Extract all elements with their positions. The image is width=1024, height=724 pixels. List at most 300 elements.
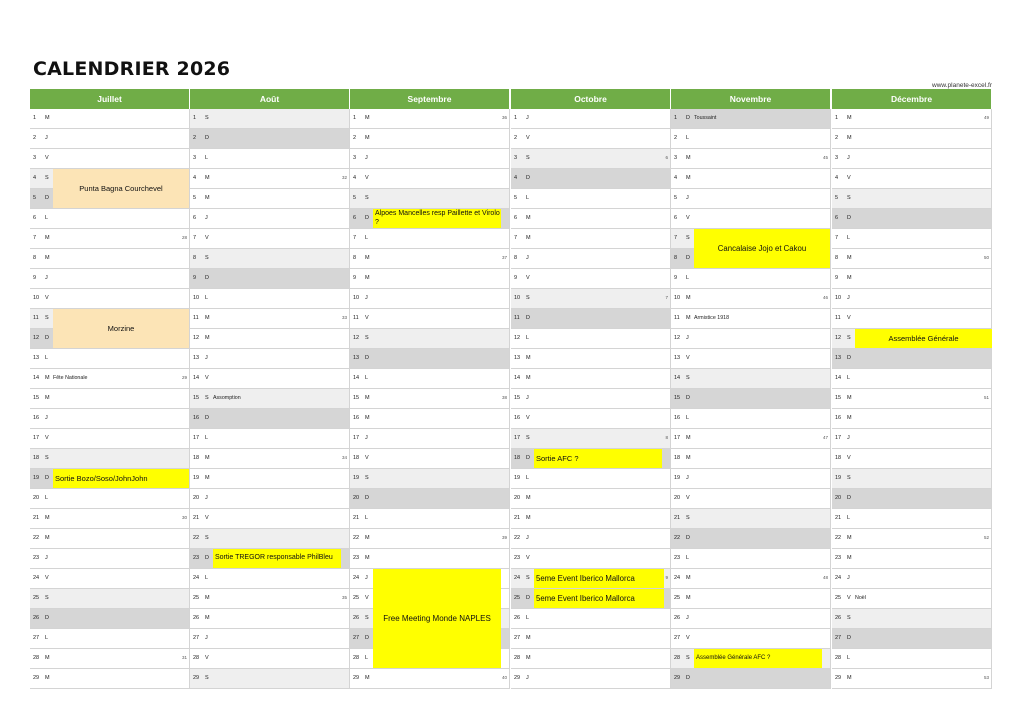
- day-row[interactable]: [350, 169, 510, 189]
- weekday-letter: M: [45, 515, 50, 521]
- week-number: 29: [181, 375, 187, 380]
- day-number: 24: [514, 575, 521, 581]
- day-row[interactable]: [30, 509, 190, 529]
- day-row[interactable]: [30, 549, 190, 569]
- day-row[interactable]: [511, 529, 671, 549]
- day-row[interactable]: [190, 249, 350, 269]
- day-row[interactable]: [350, 669, 510, 689]
- day-row[interactable]: [30, 369, 190, 389]
- day-row[interactable]: [350, 509, 510, 529]
- day-row[interactable]: [190, 289, 350, 309]
- day-number: 24: [33, 575, 40, 581]
- weekday-letter: M: [365, 275, 370, 281]
- day-row[interactable]: [190, 269, 350, 289]
- day-number: 21: [353, 515, 360, 521]
- day-row[interactable]: [671, 429, 831, 449]
- day-row[interactable]: [511, 229, 671, 249]
- day-number: 27: [33, 635, 40, 641]
- week-number: 35: [341, 595, 347, 600]
- day-row[interactable]: [350, 329, 510, 349]
- day-row[interactable]: [671, 169, 831, 189]
- day-row[interactable]: [30, 289, 190, 309]
- day-number: 1: [835, 115, 839, 121]
- day-number: 22: [353, 535, 360, 541]
- event-label: Sortie TREGOR responsable PhilBleu: [215, 554, 333, 562]
- day-number: 27: [514, 635, 521, 641]
- day-row[interactable]: [671, 489, 831, 509]
- event-label: 5eme Event Iberico Mallorca: [536, 593, 635, 603]
- weekday-letter: L: [365, 235, 369, 241]
- weekday-letter: M: [205, 195, 210, 201]
- day-row[interactable]: [832, 349, 992, 369]
- day-row[interactable]: [30, 529, 190, 549]
- day-row[interactable]: [671, 369, 831, 389]
- day-row[interactable]: [350, 149, 510, 169]
- day-number: 15: [353, 395, 360, 401]
- day-row[interactable]: [832, 589, 992, 609]
- month-header: Décembre: [832, 89, 991, 109]
- day-row[interactable]: [190, 349, 350, 369]
- week-number: 49: [983, 115, 989, 120]
- day-row[interactable]: [832, 609, 992, 629]
- day-row[interactable]: [671, 469, 831, 489]
- day-number: 14: [193, 375, 200, 381]
- day-row[interactable]: [30, 229, 190, 249]
- day-row[interactable]: [832, 649, 992, 669]
- day-row[interactable]: [671, 209, 831, 229]
- day-number: 4: [514, 175, 518, 181]
- weekday-letter: M: [365, 255, 370, 261]
- day-number: 18: [193, 455, 200, 461]
- day-number: 12: [33, 335, 40, 341]
- day-row[interactable]: [511, 249, 671, 269]
- day-row[interactable]: [190, 489, 350, 509]
- day-number: 20: [835, 495, 842, 501]
- week-number: 40: [501, 675, 507, 680]
- day-number: 20: [353, 495, 360, 501]
- day-number: 27: [193, 635, 200, 641]
- day-row[interactable]: [671, 409, 831, 429]
- day-row[interactable]: [511, 309, 671, 329]
- weekday-letter: L: [365, 655, 369, 661]
- weekday-letter: S: [686, 655, 690, 661]
- day-row[interactable]: [350, 129, 510, 149]
- day-row[interactable]: [30, 589, 190, 609]
- day-row[interactable]: [671, 629, 831, 649]
- day-row[interactable]: [832, 229, 992, 249]
- day-row[interactable]: [671, 349, 831, 369]
- day-row[interactable]: [30, 669, 190, 689]
- day-number: 10: [353, 295, 360, 301]
- day-number: 26: [514, 615, 521, 621]
- weekday-letter: M: [205, 335, 210, 341]
- event-label: Free Meeting Monde NAPLES: [383, 613, 491, 623]
- day-row[interactable]: [511, 549, 671, 569]
- day-row[interactable]: [30, 409, 190, 429]
- day-row[interactable]: [190, 309, 350, 329]
- day-row[interactable]: [671, 669, 831, 689]
- day-number: 3: [835, 155, 839, 161]
- day-row[interactable]: [511, 509, 671, 529]
- weekday-letter: M: [686, 435, 691, 441]
- day-row[interactable]: [832, 389, 992, 409]
- day-row[interactable]: [832, 569, 992, 589]
- day-row[interactable]: [190, 569, 350, 589]
- day-row[interactable]: [30, 429, 190, 449]
- week-number: 52: [983, 535, 989, 540]
- day-row[interactable]: [350, 109, 510, 129]
- weekday-letter: M: [526, 215, 531, 221]
- event-label: Sortie Bozo/Soso/JohnJohn: [55, 473, 148, 483]
- weekday-letter: M: [847, 255, 852, 261]
- day-row[interactable]: [832, 129, 992, 149]
- day-row[interactable]: [190, 529, 350, 549]
- day-number: 14: [674, 375, 681, 381]
- day-number: 29: [353, 675, 360, 681]
- weekday-letter: M: [205, 455, 210, 461]
- day-row[interactable]: [350, 389, 510, 409]
- day-number: 7: [514, 235, 518, 241]
- event-label: Morzine: [107, 323, 135, 333]
- day-row[interactable]: [832, 429, 992, 449]
- day-number: 23: [835, 555, 842, 561]
- day-number: 7: [835, 235, 839, 241]
- day-row[interactable]: [30, 149, 190, 169]
- day-row[interactable]: [832, 209, 992, 229]
- weekday-letter: M: [526, 635, 531, 641]
- day-number: 2: [835, 135, 839, 141]
- weekday-letter: V: [205, 515, 209, 521]
- day-row[interactable]: [190, 449, 350, 469]
- week-number: 37: [501, 255, 507, 260]
- week-number: 47: [822, 435, 828, 440]
- weekday-letter: V: [205, 235, 209, 241]
- day-row[interactable]: [30, 609, 190, 629]
- day-row[interactable]: [511, 369, 671, 389]
- day-row[interactable]: [671, 129, 831, 149]
- day-number: 28: [353, 655, 360, 661]
- day-number: 23: [33, 555, 40, 561]
- day-number: 27: [674, 635, 681, 641]
- day-row[interactable]: [30, 489, 190, 509]
- day-row[interactable]: [832, 289, 992, 309]
- day-row[interactable]: [671, 329, 831, 349]
- weekday-letter: V: [205, 655, 209, 661]
- day-row[interactable]: [190, 669, 350, 689]
- day-row[interactable]: [511, 649, 671, 669]
- event-block[interactable]: [534, 589, 664, 608]
- day-row[interactable]: [671, 509, 831, 529]
- weekday-letter: J: [205, 495, 208, 501]
- day-number: 2: [33, 135, 37, 141]
- day-row[interactable]: [190, 469, 350, 489]
- day-row[interactable]: [350, 349, 510, 369]
- day-row[interactable]: [832, 549, 992, 569]
- day-row[interactable]: [671, 529, 831, 549]
- day-number: 4: [674, 175, 678, 181]
- day-row[interactable]: [350, 429, 510, 449]
- weekday-letter: D: [526, 595, 530, 601]
- day-row[interactable]: [671, 589, 831, 609]
- day-row[interactable]: [30, 569, 190, 589]
- day-row[interactable]: [511, 629, 671, 649]
- weekday-letter: S: [847, 615, 851, 621]
- day-row[interactable]: [30, 649, 190, 669]
- month-header: Novembre: [671, 89, 830, 109]
- day-row[interactable]: [832, 669, 992, 689]
- day-row[interactable]: [350, 289, 510, 309]
- day-number: 23: [193, 555, 200, 561]
- weekday-letter: V: [365, 455, 369, 461]
- day-row[interactable]: [671, 309, 831, 329]
- weekday-letter: D: [686, 535, 690, 541]
- day-row[interactable]: [190, 429, 350, 449]
- day-row[interactable]: [511, 109, 671, 129]
- day-row[interactable]: [30, 389, 190, 409]
- day-row[interactable]: [190, 589, 350, 609]
- weekday-letter: J: [45, 415, 48, 421]
- day-row[interactable]: [832, 309, 992, 329]
- week-number: 38: [501, 395, 507, 400]
- day-row[interactable]: [832, 529, 992, 549]
- day-row[interactable]: [350, 249, 510, 269]
- day-row[interactable]: [511, 669, 671, 689]
- event-block[interactable]: [694, 229, 830, 268]
- weekday-letter: D: [205, 555, 209, 561]
- week-number: 9: [665, 575, 668, 580]
- day-row[interactable]: [511, 389, 671, 409]
- page-title: CALENDRIER 2026: [33, 58, 231, 80]
- day-row[interactable]: [832, 169, 992, 189]
- day-row[interactable]: [190, 509, 350, 529]
- day-number: 2: [353, 135, 357, 141]
- weekday-letter: J: [205, 635, 208, 641]
- weekday-letter: M: [686, 315, 691, 321]
- day-row[interactable]: [671, 109, 831, 129]
- day-row[interactable]: [511, 289, 671, 309]
- day-row[interactable]: [190, 609, 350, 629]
- weekday-letter: M: [365, 395, 370, 401]
- day-row[interactable]: [30, 109, 190, 129]
- weekday-letter: V: [686, 495, 690, 501]
- day-row[interactable]: [832, 149, 992, 169]
- weekday-letter: M: [526, 655, 531, 661]
- day-row[interactable]: [511, 429, 671, 449]
- event-label: Cancalaise Jojo et Cakou: [717, 243, 807, 253]
- day-number: 16: [33, 415, 40, 421]
- day-number: 13: [674, 355, 681, 361]
- day-row[interactable]: [30, 249, 190, 269]
- day-row[interactable]: [190, 149, 350, 169]
- day-row[interactable]: [350, 369, 510, 389]
- weekday-letter: M: [365, 135, 370, 141]
- day-number: 1: [193, 115, 197, 121]
- day-row[interactable]: [511, 409, 671, 429]
- day-number: 24: [193, 575, 200, 581]
- day-row[interactable]: [30, 349, 190, 369]
- day-row[interactable]: [671, 189, 831, 209]
- day-number: 3: [33, 155, 37, 161]
- day-row[interactable]: [190, 329, 350, 349]
- weekday-letter: M: [45, 535, 50, 541]
- day-row[interactable]: [350, 549, 510, 569]
- day-number: 3: [674, 155, 678, 161]
- event-block[interactable]: [53, 169, 189, 208]
- day-row[interactable]: [190, 409, 350, 429]
- weekday-letter: J: [847, 575, 850, 581]
- day-row[interactable]: [511, 489, 671, 509]
- day-row[interactable]: [671, 269, 831, 289]
- weekday-letter: M: [365, 535, 370, 541]
- event-block[interactable]: [373, 569, 501, 668]
- day-row[interactable]: [190, 649, 350, 669]
- day-number: 21: [514, 515, 521, 521]
- event-label: Punta Bagna Courchevel: [79, 183, 163, 193]
- weekday-letter: J: [365, 155, 368, 161]
- week-number: 28: [181, 235, 187, 240]
- weekday-letter: S: [365, 615, 369, 621]
- day-row[interactable]: [832, 489, 992, 509]
- week-number: 51: [983, 395, 989, 400]
- day-row[interactable]: [190, 229, 350, 249]
- weekday-letter: J: [526, 255, 529, 261]
- day-row[interactable]: [190, 109, 350, 129]
- day-row[interactable]: [350, 269, 510, 289]
- event-block[interactable]: [53, 309, 189, 348]
- day-row[interactable]: [30, 629, 190, 649]
- day-row[interactable]: [511, 469, 671, 489]
- weekday-letter: M: [365, 115, 370, 121]
- event-block[interactable]: [694, 649, 822, 668]
- day-number: 19: [514, 475, 521, 481]
- weekday-letter: M: [365, 555, 370, 561]
- weekday-letter: V: [847, 175, 851, 181]
- day-row[interactable]: [511, 129, 671, 149]
- day-row[interactable]: [832, 269, 992, 289]
- weekday-letter: D: [686, 255, 690, 261]
- day-row[interactable]: [30, 209, 190, 229]
- event-block[interactable]: [373, 209, 501, 228]
- day-row[interactable]: [671, 569, 831, 589]
- day-row[interactable]: [511, 609, 671, 629]
- day-row[interactable]: [350, 309, 510, 329]
- day-row[interactable]: [511, 209, 671, 229]
- day-row[interactable]: [511, 329, 671, 349]
- day-row[interactable]: [350, 489, 510, 509]
- day-number: 1: [674, 115, 678, 121]
- day-row[interactable]: [350, 469, 510, 489]
- day-row[interactable]: [671, 149, 831, 169]
- day-row[interactable]: [350, 449, 510, 469]
- day-row[interactable]: [671, 289, 831, 309]
- day-number: 16: [835, 415, 842, 421]
- weekday-letter: J: [526, 535, 529, 541]
- day-row[interactable]: [832, 629, 992, 649]
- day-row[interactable]: [671, 389, 831, 409]
- day-number: 7: [193, 235, 197, 241]
- day-number: 27: [353, 635, 360, 641]
- day-row[interactable]: [350, 409, 510, 429]
- event-block[interactable]: [53, 469, 189, 488]
- day-row[interactable]: [511, 269, 671, 289]
- weekday-letter: J: [45, 555, 48, 561]
- weekday-letter: J: [526, 395, 529, 401]
- day-number: 16: [353, 415, 360, 421]
- day-number: 10: [193, 295, 200, 301]
- weekday-letter: S: [686, 515, 690, 521]
- weekday-letter: L: [205, 295, 209, 301]
- day-row[interactable]: [832, 369, 992, 389]
- weekday-letter: L: [365, 515, 369, 521]
- event-block[interactable]: [855, 329, 992, 348]
- day-number: 22: [193, 535, 200, 541]
- day-row[interactable]: [832, 409, 992, 429]
- day-row[interactable]: [190, 169, 350, 189]
- event-block[interactable]: [534, 569, 664, 588]
- day-row[interactable]: [671, 449, 831, 469]
- day-row[interactable]: [671, 549, 831, 569]
- day-row[interactable]: [190, 209, 350, 229]
- day-row[interactable]: [190, 389, 350, 409]
- weekday-letter: J: [847, 295, 850, 301]
- day-number: 22: [674, 535, 681, 541]
- day-row[interactable]: [511, 189, 671, 209]
- weekday-letter: M: [686, 295, 691, 301]
- day-number: 6: [514, 215, 518, 221]
- day-row[interactable]: [832, 249, 992, 269]
- day-row[interactable]: [832, 449, 992, 469]
- weekday-letter: M: [205, 595, 210, 601]
- weekday-letter: S: [365, 475, 369, 481]
- weekday-letter: M: [847, 415, 852, 421]
- day-row[interactable]: [671, 609, 831, 629]
- day-row[interactable]: [30, 269, 190, 289]
- weekday-letter: S: [526, 295, 530, 301]
- day-number: 23: [353, 555, 360, 561]
- event-block[interactable]: [534, 449, 662, 468]
- day-row[interactable]: [832, 509, 992, 529]
- day-number: 29: [674, 675, 681, 681]
- day-row[interactable]: [832, 189, 992, 209]
- day-row[interactable]: [190, 629, 350, 649]
- weekday-letter: D: [365, 215, 369, 221]
- day-row[interactable]: [350, 529, 510, 549]
- day-number: 10: [33, 295, 40, 301]
- day-number: 7: [353, 235, 357, 241]
- holiday-label: Fête Nationale: [53, 375, 88, 381]
- day-row[interactable]: [30, 129, 190, 149]
- event-block[interactable]: [213, 549, 341, 568]
- day-row[interactable]: [30, 449, 190, 469]
- weekday-letter: S: [526, 435, 530, 441]
- day-row[interactable]: [350, 229, 510, 249]
- day-row[interactable]: [511, 169, 671, 189]
- day-number: 12: [193, 335, 200, 341]
- day-row[interactable]: [511, 149, 671, 169]
- day-row[interactable]: [190, 189, 350, 209]
- day-row[interactable]: [832, 109, 992, 129]
- month-header: Août: [190, 89, 349, 109]
- day-number: 22: [835, 535, 842, 541]
- day-number: 13: [835, 355, 842, 361]
- day-row[interactable]: [190, 129, 350, 149]
- day-row[interactable]: [190, 369, 350, 389]
- day-row[interactable]: [350, 189, 510, 209]
- weekday-letter: M: [847, 555, 852, 561]
- day-number: 15: [835, 395, 842, 401]
- day-row[interactable]: [511, 349, 671, 369]
- day-row[interactable]: [832, 469, 992, 489]
